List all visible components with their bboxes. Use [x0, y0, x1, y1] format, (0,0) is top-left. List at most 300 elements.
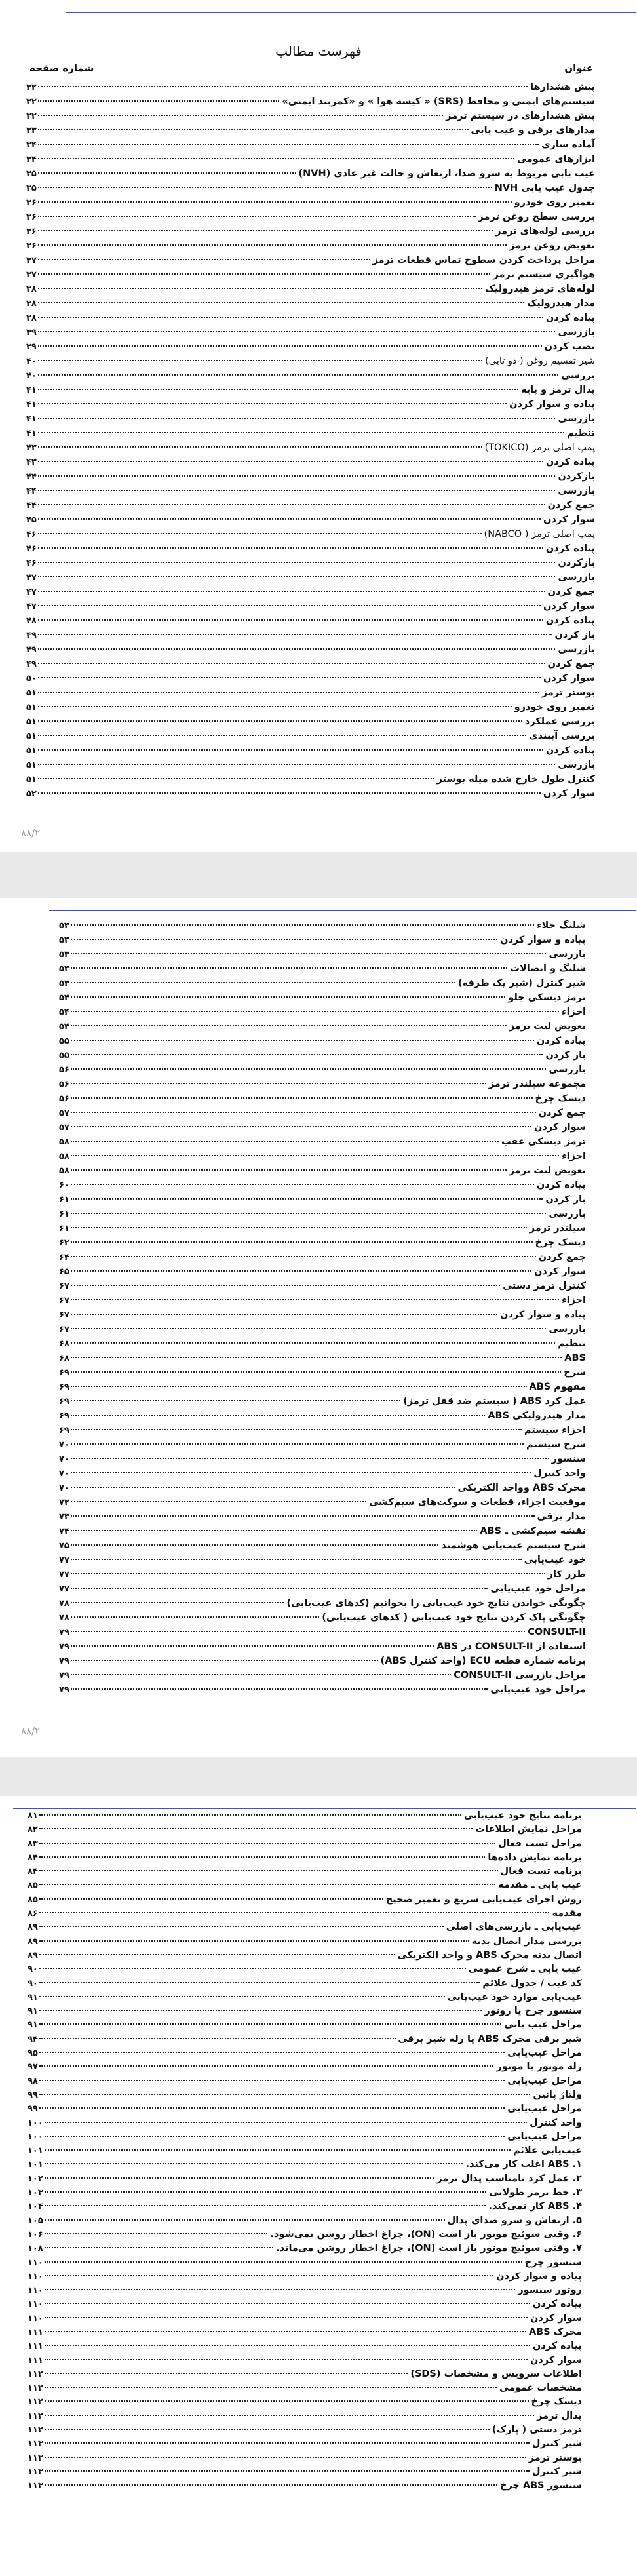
toc-entry[interactable]	[28, 2144, 582, 2158]
toc-entry[interactable]	[28, 2102, 582, 2116]
toc-page-1	[0, 0, 637, 852]
toc-entry-title: سنسور	[551, 1454, 586, 1464]
toc-entry-page: ۷۰	[59, 1483, 69, 1493]
toc-entry-page: ۸۹	[28, 1950, 38, 1961]
toc-entry[interactable]	[26, 700, 595, 714]
toc-entry-page: ۹۱	[28, 1992, 38, 2002]
toc-entry[interactable]	[59, 1466, 586, 1481]
toc-entry[interactable]	[26, 498, 595, 513]
toc-entry[interactable]	[26, 296, 595, 311]
toc-entry-title: سوار کردن	[530, 2354, 582, 2366]
toc-entry[interactable]	[28, 2410, 582, 2423]
toc-entry-title: پیاده کردن	[532, 2299, 582, 2310]
toc-entry[interactable]	[59, 1178, 586, 1192]
toc-entry[interactable]	[28, 2242, 582, 2255]
toc-dot-leader	[38, 432, 564, 433]
toc-entry-page: ۵۸	[59, 1152, 69, 1161]
toc-entry[interactable]	[28, 1962, 582, 1976]
toc-entry[interactable]	[28, 1809, 582, 1823]
toc-entry-title: برنامه شماره قطعه ECU (واحد کنترل ABS)	[380, 1656, 586, 1666]
toc-entry[interactable]	[28, 2256, 582, 2270]
toc-entry-page: ۶۸	[59, 1339, 69, 1349]
toc-entry[interactable]	[59, 1293, 586, 1308]
toc-entry[interactable]	[59, 1625, 586, 1639]
toc-entry[interactable]	[59, 1481, 586, 1495]
toc-entry[interactable]	[28, 1837, 582, 1851]
toc-entry-title: اجزاء	[562, 1007, 586, 1017]
toc-entry-title: پیاده و سوار کردن	[496, 2271, 582, 2282]
page-top-rule	[66, 12, 636, 13]
toc-entry-title: بازکردن	[558, 471, 595, 482]
toc-entry[interactable]	[59, 1409, 586, 1423]
toc-entry-title: سنسور چرخ یا روتور	[484, 2006, 582, 2017]
toc-entry[interactable]	[26, 642, 595, 657]
toc-entry[interactable]	[59, 1582, 586, 1596]
toc-entry[interactable]	[59, 1221, 586, 1236]
toc-entry-title: بررسی	[561, 370, 595, 381]
toc-entry[interactable]	[28, 2395, 582, 2409]
toc-entry-page: ۹۰	[28, 1964, 38, 1975]
toc-entry-page: ۶۹	[59, 1397, 69, 1407]
toc-entry-page: ۷۹	[59, 1685, 69, 1695]
toc-entry[interactable]	[59, 990, 586, 1005]
toc-entry-title: کنترل طول خارج شده میله بوستر	[436, 774, 595, 785]
toc-entry[interactable]	[59, 1524, 586, 1538]
toc-entry[interactable]	[26, 282, 595, 296]
toc-dot-leader	[38, 504, 545, 505]
toc-dot-leader	[38, 158, 514, 159]
toc-entry[interactable]	[26, 253, 595, 267]
toc-entry[interactable]	[26, 599, 595, 614]
toc-entry-title: محرک ABS وواحد الکتریکی	[457, 1483, 586, 1493]
toc-entry[interactable]	[59, 1538, 586, 1553]
toc-entry[interactable]	[28, 1921, 582, 1934]
toc-entry-page: ۴۷	[26, 602, 37, 612]
toc-entry[interactable]	[28, 2451, 582, 2465]
toc-dot-leader	[45, 2219, 445, 2221]
toc-entry-title: واحد کنترل	[530, 2117, 582, 2128]
toc-entry[interactable]	[59, 1250, 586, 1264]
toc-dot-leader	[38, 547, 543, 549]
toc-entry[interactable]	[26, 181, 595, 195]
toc-dot-leader	[38, 591, 545, 592]
toc-entry-page: ۱۱۳	[28, 2439, 43, 2449]
toc-entry[interactable]	[59, 1322, 586, 1337]
toc-entry[interactable]	[26, 455, 595, 469]
toc-entry[interactable]	[26, 527, 595, 541]
toc-entry[interactable]	[26, 325, 595, 340]
toc-entry-page: ۵۸	[59, 1137, 69, 1147]
toc-entry[interactable]	[28, 2465, 582, 2479]
toc-entry[interactable]	[26, 484, 595, 498]
toc-entry-page: ۱۱۲	[28, 2397, 43, 2408]
toc-entry-title: نقشه سیم‌کشی ـ ABS	[480, 1526, 586, 1536]
toc-entry[interactable]	[59, 1423, 586, 1437]
toc-entry[interactable]	[28, 2088, 582, 2102]
toc-entry[interactable]	[26, 311, 595, 325]
toc-entry[interactable]	[28, 2046, 582, 2060]
toc-entry[interactable]	[59, 1106, 586, 1120]
toc-entry[interactable]	[28, 2130, 582, 2144]
toc-entry-page: ۶۱	[59, 1195, 69, 1205]
toc-entry-title: سوار کردن	[530, 2313, 582, 2324]
toc-entry[interactable]	[28, 2270, 582, 2284]
toc-dot-leader	[39, 2010, 482, 2011]
toc-header-title: عنوان	[564, 62, 593, 74]
toc-entry[interactable]	[59, 1351, 586, 1365]
toc-entry[interactable]	[59, 1510, 586, 1524]
toc-entry[interactable]	[26, 383, 595, 397]
toc-entry-title: مجموعه سیلندر ترمز	[488, 1079, 586, 1089]
toc-entry[interactable]	[59, 1120, 586, 1135]
toc-entry[interactable]	[26, 340, 595, 354]
toc-entry[interactable]	[28, 2172, 582, 2186]
toc-entry-title: واحد کنترل	[533, 1468, 586, 1479]
toc-entry-page: ۴۴	[26, 486, 37, 496]
toc-entry[interactable]	[28, 2479, 582, 2493]
toc-entry[interactable]	[26, 469, 595, 484]
toc-entry[interactable]	[28, 2033, 582, 2046]
toc-entry[interactable]	[59, 1063, 586, 1077]
toc-entry[interactable]	[26, 426, 595, 440]
toc-entry-page: ۴۳	[26, 458, 37, 467]
toc-entry-page: ۳۷	[26, 270, 37, 280]
toc-entry[interactable]	[26, 628, 595, 642]
toc-dot-leader	[45, 2289, 516, 2290]
toc-entry[interactable]	[28, 1935, 582, 1949]
toc-entry[interactable]	[26, 585, 595, 599]
toc-entry[interactable]	[59, 976, 586, 990]
toc-entry[interactable]	[59, 1192, 586, 1207]
toc-dot-leader	[71, 1616, 319, 1618]
toc-entry[interactable]	[28, 2437, 582, 2451]
toc-entry-page: ۵۴	[59, 1022, 69, 1032]
toc-entry-page: ۱۱۱	[28, 2327, 43, 2337]
toc-entry-page: ۴۱	[26, 429, 37, 439]
toc-entry-page: ۵۸	[59, 1166, 69, 1176]
toc-entry[interactable]	[59, 918, 586, 933]
toc-entry[interactable]	[28, 2381, 582, 2395]
toc-dot-leader	[38, 706, 512, 707]
toc-dot-leader	[38, 230, 493, 231]
toc-entry-title: بوستر ترمز	[541, 688, 595, 698]
toc-dot-leader	[38, 216, 476, 217]
toc-entry[interactable]	[59, 1077, 586, 1091]
toc-dot-leader	[38, 562, 556, 563]
toc-entry[interactable]	[59, 962, 586, 976]
toc-entry-title: بازرسی	[558, 644, 595, 655]
toc-entry-page: ۱۰۰	[28, 2118, 43, 2128]
toc-entry-page: ۵۱	[26, 688, 37, 698]
toc-entry[interactable]	[26, 412, 595, 426]
toc-dot-leader	[38, 172, 296, 174]
toc-entry-page: ۱۱۰	[28, 2271, 43, 2282]
toc-entry-page: ۶۷	[59, 1281, 69, 1291]
toc-entry-title: برنامه تست فعال	[500, 1866, 582, 1877]
toc-entry-page: ۶۷	[59, 1325, 69, 1335]
toc-entry[interactable]	[59, 1567, 586, 1582]
toc-dot-leader	[38, 677, 541, 678]
toc-entry[interactable]	[26, 166, 595, 181]
toc-entry[interactable]	[59, 1048, 586, 1063]
toc-entry[interactable]	[26, 541, 595, 556]
toc-entry[interactable]	[26, 671, 595, 686]
toc-entry[interactable]	[28, 2075, 582, 2088]
toc-entry[interactable]	[28, 1949, 582, 1962]
toc-entry[interactable]	[59, 1437, 586, 1452]
toc-dot-leader	[38, 273, 491, 275]
toc-entry-title: شرح سیستم عیب‌یابی هوشمند	[441, 1540, 586, 1551]
toc-entry-title: پیاده کردن	[545, 313, 595, 323]
toc-entry-page: ۳۶	[26, 241, 37, 251]
toc-dot-leader	[38, 634, 552, 635]
toc-entry[interactable]	[26, 109, 595, 123]
toc-dot-leader	[38, 692, 539, 693]
toc-entry[interactable]	[59, 1596, 586, 1610]
toc-entry-page: ۶۹	[59, 1368, 69, 1378]
toc-entry[interactable]	[59, 1452, 586, 1466]
toc-dot-leader	[45, 2303, 530, 2304]
toc-entry[interactable]	[59, 1034, 586, 1048]
toc-entry[interactable]	[26, 195, 595, 210]
toc-dot-leader	[71, 1256, 536, 1257]
toc-entry[interactable]	[59, 1091, 586, 1106]
toc-entry-title: کنترل ترمز دستی	[503, 1281, 586, 1291]
toc-dot-leader	[71, 1011, 559, 1012]
toc-entry-title: شرح	[564, 1367, 586, 1378]
toc-entry-title: تنظیم	[567, 428, 595, 439]
toc-dot-leader	[45, 2470, 530, 2472]
page-title: فهرست مطالب	[275, 43, 362, 59]
toc-entry[interactable]	[59, 1207, 586, 1221]
toc-entry[interactable]	[59, 1668, 586, 1683]
toc-entry[interactable]	[28, 2004, 582, 2018]
toc-entry[interactable]	[26, 787, 595, 801]
toc-entry-page: ۸۴	[28, 1867, 38, 1877]
toc-dot-leader	[39, 1843, 495, 1844]
page-top-rule	[49, 910, 636, 911]
toc-entry-title: تعمیر روی خودرو	[514, 197, 595, 208]
toc-entry[interactable]	[59, 1365, 586, 1380]
toc-list	[26, 80, 595, 801]
toc-entry-page: ۳۷	[26, 256, 37, 265]
toc-entry-page: ۱۰۵	[28, 2215, 43, 2226]
toc-entry[interactable]	[28, 2284, 582, 2297]
toc-entry[interactable]	[59, 1337, 586, 1351]
toc-entry-title: بررسی آببندی	[529, 731, 595, 741]
toc-entry[interactable]	[26, 123, 595, 138]
toc-entry[interactable]	[26, 758, 595, 772]
toc-entry[interactable]	[28, 2158, 582, 2172]
toc-entry[interactable]	[28, 2354, 582, 2368]
toc-entry[interactable]	[26, 686, 595, 700]
toc-entry[interactable]	[28, 2326, 582, 2339]
toc-dot-leader	[71, 1285, 500, 1286]
toc-dot-leader	[71, 1501, 366, 1502]
toc-entry-page: ۸۶	[28, 1909, 38, 1919]
toc-entry[interactable]	[59, 1149, 586, 1163]
toc-dot-leader	[71, 1054, 543, 1055]
toc-entry-page: ۷۷	[59, 1584, 69, 1594]
toc-entry-title: عمل کرد ABS ( سیستم ضد قفل ترمز)	[403, 1396, 586, 1407]
toc-entry-page: ۴۹	[26, 631, 37, 640]
toc-entry[interactable]	[28, 1879, 582, 1892]
toc-entry[interactable]	[26, 440, 595, 455]
toc-dot-leader	[71, 1227, 527, 1228]
toc-entry[interactable]	[26, 513, 595, 527]
toc-dot-leader	[38, 663, 545, 664]
toc-entry-title: مراحل پرداخت کردن سطوح تماس قطعات ترمز	[372, 255, 595, 265]
toc-entry-page: ۶۵	[59, 1267, 69, 1277]
toc-entry[interactable]	[28, 2186, 582, 2200]
toc-entry[interactable]	[59, 1279, 586, 1293]
toc-entry[interactable]	[26, 556, 595, 570]
toc-entry[interactable]	[28, 2297, 582, 2311]
toc-dot-leader	[38, 115, 443, 116]
toc-entry[interactable]	[26, 614, 595, 628]
toc-dot-leader	[45, 2400, 529, 2402]
toc-entry-page: ۳۶	[26, 198, 37, 208]
toc-dot-leader	[71, 1573, 545, 1574]
toc-entry[interactable]	[26, 729, 595, 743]
toc-entry[interactable]	[59, 1135, 586, 1149]
toc-entry[interactable]	[26, 224, 595, 239]
toc-entry-page: ۶۲	[59, 1238, 69, 1248]
toc-entry-page: ۵۳	[59, 921, 69, 931]
toc-entry-page: ۱۱۳	[28, 2453, 43, 2463]
toc-entry[interactable]	[28, 1907, 582, 1921]
toc-entry-title: سنسور ABS چرخ	[499, 2480, 582, 2491]
toc-entry-page: ۴۳	[26, 443, 37, 453]
toc-entry-title: مراحل عیب یابی	[504, 2020, 582, 2031]
toc-entry[interactable]	[28, 2060, 582, 2074]
toc-entry[interactable]	[26, 368, 595, 383]
toc-entry-page: ۹۵	[28, 2048, 38, 2059]
toc-entry[interactable]	[28, 1991, 582, 2004]
toc-entry[interactable]	[28, 2228, 582, 2242]
toc-entry-title: استفاده از CONSULT-II در ABS	[436, 1641, 586, 1652]
toc-entry[interactable]	[28, 2368, 582, 2381]
toc-entry[interactable]	[59, 1683, 586, 1697]
toc-dot-leader	[38, 533, 482, 534]
toc-entry-title: بازرسی	[558, 414, 595, 424]
toc-entry-page: ۱۱۲	[28, 2425, 43, 2436]
toc-entry[interactable]	[26, 397, 595, 412]
toc-entry[interactable]	[28, 2117, 582, 2130]
toc-entry-title: ترمز دستی ( پارک)	[492, 2425, 582, 2436]
toc-entry[interactable]	[59, 1495, 586, 1510]
toc-entry[interactable]	[26, 210, 595, 224]
toc-dot-leader	[38, 446, 482, 448]
toc-dot-leader	[71, 1688, 488, 1690]
toc-entry[interactable]	[59, 1236, 586, 1250]
toc-entry[interactable]	[28, 1893, 582, 1907]
toc-dot-leader	[71, 1472, 531, 1473]
toc-entry[interactable]	[26, 138, 595, 152]
toc-entry[interactable]	[28, 2214, 582, 2228]
toc-entry[interactable]	[28, 1851, 582, 1865]
toc-entry[interactable]	[26, 743, 595, 758]
toc-entry-title: چگونگی خواندن نتایج خود عیب‌یابی را بخوانیم (کدهای عیب‌یابی)	[286, 1598, 586, 1609]
toc-entry[interactable]	[59, 947, 586, 962]
toc-entry[interactable]	[59, 1005, 586, 1019]
toc-entry-page: ۱۰۳	[28, 2188, 43, 2198]
toc-entry-page: ۴۷	[26, 573, 37, 583]
toc-entry[interactable]	[59, 1610, 586, 1625]
toc-dot-leader	[45, 2359, 528, 2360]
toc-entry[interactable]	[26, 657, 595, 671]
toc-dot-leader	[71, 1213, 547, 1214]
toc-entry[interactable]	[26, 239, 595, 253]
toc-entry[interactable]	[59, 1264, 586, 1279]
toc-entry-title: خود عیب‌یابی	[524, 1555, 586, 1565]
toc-entry-page: ۱۱۲	[28, 2369, 43, 2379]
toc-entry-page: ۵۴	[59, 993, 69, 1003]
toc-entry[interactable]	[26, 354, 595, 368]
toc-dot-leader	[39, 2065, 494, 2067]
toc-entry-page: ۶۹	[59, 1426, 69, 1435]
toc-entry-title: دیسک چرخ	[535, 1093, 586, 1104]
toc-entry[interactable]	[59, 1553, 586, 1567]
toc-entry[interactable]	[26, 80, 595, 94]
toc-entry-page: ۵۳	[59, 950, 69, 960]
toc-entry[interactable]	[26, 570, 595, 585]
toc-dot-leader	[45, 2149, 511, 2151]
toc-dot-leader	[38, 244, 507, 246]
toc-entry[interactable]	[28, 2200, 582, 2214]
toc-entry-title: پمپ اصلی ترمز ( NABCO)	[484, 529, 595, 539]
toc-entry-page: ۱۱۰	[28, 2257, 43, 2268]
toc-entry[interactable]	[59, 1308, 586, 1322]
toc-entry[interactable]	[26, 714, 595, 729]
toc-entry-page: ۴۱	[26, 414, 37, 424]
toc-entry[interactable]	[28, 2018, 582, 2032]
toc-entry[interactable]	[28, 1865, 582, 1879]
toc-entry-page: ۹۹	[28, 2104, 38, 2115]
toc-entry[interactable]	[59, 1394, 586, 1409]
toc-entry-title: چگونگی پاک کردن نتایج خود عیب‌یابی ( کدهای عیب‌یابی)	[322, 1612, 586, 1623]
toc-dot-leader	[38, 187, 492, 188]
toc-entry[interactable]	[26, 267, 595, 282]
toc-entry[interactable]	[28, 2423, 582, 2437]
toc-entry[interactable]	[28, 1977, 582, 1991]
toc-entry[interactable]	[59, 1380, 586, 1394]
toc-entry-page: ۵۵	[59, 1051, 69, 1061]
toc-entry[interactable]	[26, 152, 595, 166]
toc-entry-title: شیر کنترل (شیر یک طرفه)	[458, 978, 586, 988]
toc-entry-page: ۷۲	[59, 1498, 69, 1508]
toc-dot-leader	[38, 345, 542, 347]
toc-entry-title: عیب یابی ـ شرح عمومی	[468, 1964, 582, 1975]
toc-dot-leader	[71, 1314, 497, 1315]
toc-entry[interactable]	[59, 1639, 586, 1654]
toc-entry[interactable]	[59, 1163, 586, 1178]
toc-entry[interactable]	[59, 933, 586, 947]
toc-entry[interactable]	[59, 1019, 586, 1034]
toc-entry[interactable]	[59, 1654, 586, 1668]
toc-entry[interactable]	[28, 2312, 582, 2326]
toc-entry-title: باز کردن	[545, 1194, 586, 1205]
toc-entry[interactable]	[26, 772, 595, 787]
toc-entry[interactable]	[28, 2339, 582, 2353]
toc-entry-page: ۹۱	[28, 2020, 38, 2031]
toc-dot-leader	[71, 953, 547, 954]
toc-dot-leader	[38, 461, 543, 462]
toc-entry[interactable]	[28, 1823, 582, 1837]
toc-dot-leader	[38, 720, 522, 722]
toc-entry[interactable]	[26, 94, 595, 109]
toc-entry-title: شیر برقی محرک ABS یا رله شیر برقی	[398, 2033, 582, 2044]
